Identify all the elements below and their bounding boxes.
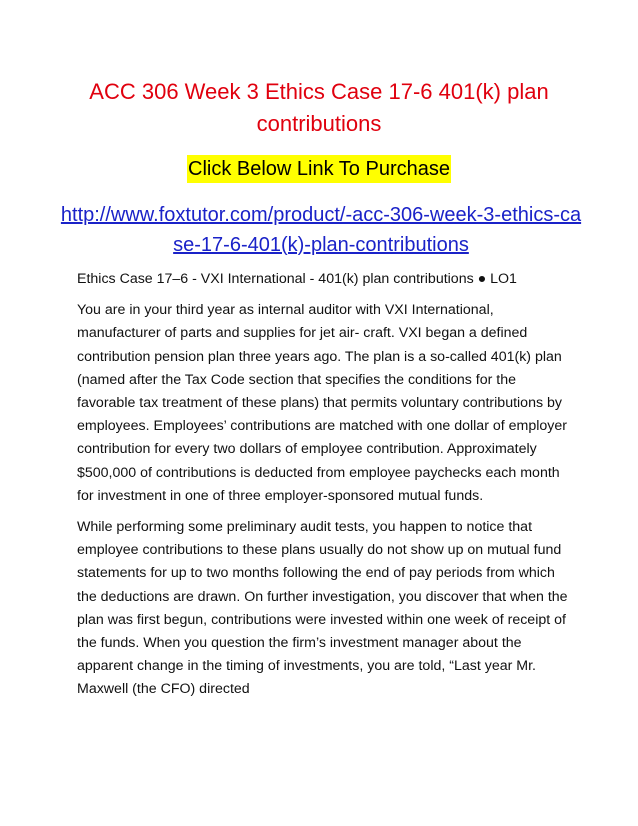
document-title: ACC 306 Week 3 Ethics Case 17-6 401(k) plan contributions (89, 79, 549, 136)
product-link[interactable]: http://www.foxtutor.com/product/-acc-306-week-3-ethics-case-17-6-401(k)-plan-contributions (60, 204, 582, 256)
case-heading: Ethics Case 17–6 - VXI International - 401(k) plan contributions ● LO1 (77, 271, 517, 287)
purchase-banner (0, 155, 638, 183)
document-body (77, 268, 573, 710)
paragraph-2: While performing some preliminary audit tests, you happen to notice that employee contributions to these plans usually do not show up on mutual fund statements for up to two months following the end of pay periods from which the deductions are drawn. On further investigation, you discover that when the plan was first begun, contributions were invested within one week of receipt of the funds. When you question the firm’s investment manager about the apparent change in the timing of investments, you are told, “Last year Mr. Maxwell (the CFO) directed (77, 519, 568, 698)
paragraph-1: You are in your third year as internal auditor with VXI International, manufacturer of parts and supplies for jet air- craft. VXI began a defined contribution pension plan three years ago. The plan is a so-called 401(k) plan (named after the Tax Code section that specifies the conditions for the favorable tax treatment of these plans) that permits voluntary contributions by employees. Employees’ contributions are matched with one dollar of employer contribution for every two dollars of employee contribution. Approximately $500,000 of contributions is deducted from employee paychecks each month for investment in one of three employer-sponsored mutual funds. (77, 302, 567, 504)
purchase-label: Click Below Link To Purchase (187, 155, 451, 183)
